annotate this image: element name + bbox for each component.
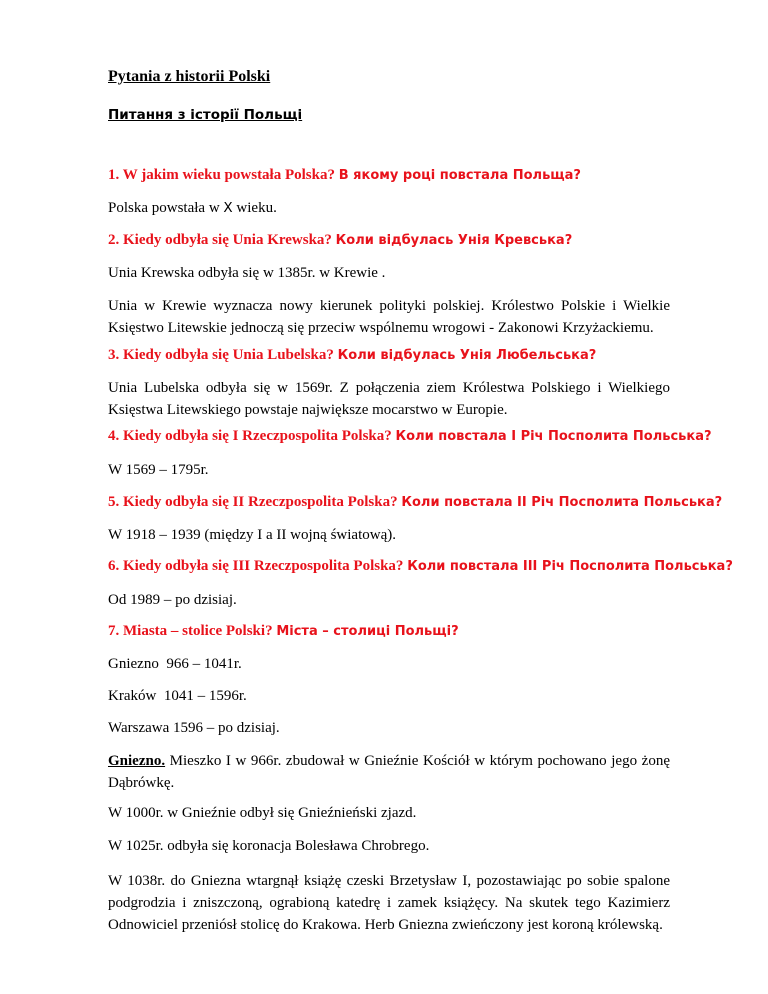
question-3-polish: 3. Kiedy odbyła się Unia Lubelska?: [108, 347, 334, 363]
gniezno-paragraph-1-text: Mieszko I w 966r. zbudował w Gnieźnie Kościół w którym pochowano jego żonę Dąbrówkę.: [108, 753, 670, 791]
question-6-ukrainian: Коли повстала III Річ Посполита Польська?: [407, 559, 733, 574]
question-7-ukrainian: Міста – столиці Польщі?: [276, 624, 459, 639]
city-gniezno: Gniezno 966 – 1041r.: [108, 656, 242, 672]
answer-4: W 1569 – 1795r.: [108, 462, 209, 478]
city-warszawa: Warszawa 1596 – po dzisiaj.: [108, 720, 280, 736]
gniezno-paragraph-2: W 1000r. w Gnieźnie odbył się Gnieźnieński zjazd.: [108, 805, 417, 821]
question-7: [108, 623, 670, 640]
question-4-ukrainian: Коли повстала I Річ Посполита Польська?: [395, 429, 712, 444]
question-7-polish: 7. Miasta – stolice Polski?: [108, 623, 273, 639]
question-1-ukrainian: В якому році повстала Польща?: [338, 168, 581, 183]
gniezno-paragraph-3: W 1025r. odbyła się koronacja Bolesława Chrobrego.: [108, 838, 430, 854]
answer-6: Od 1989 – po dzisiaj.: [108, 592, 237, 608]
answer-1-text: Polska powstała w: [108, 200, 220, 216]
gniezno-paragraph-4: W 1038r. do Gniezna wtargnął książę czeski Brzetysław I, pozostawiając po sobie spalone podgrodzia i zniszczoną, ograbioną katedrę i zamek książęcy. Na skutek tego Kazimierz Odnowiciel przeniósł stolicę do Krakowa. Herb Gniezna zwieńczony jest koroną królewską.: [108, 873, 670, 933]
question-6: [108, 558, 733, 575]
answer-5: W 1918 – 1939 (między I a II wojną światową).: [108, 527, 396, 543]
question-3: [108, 347, 670, 364]
question-1: [108, 167, 670, 184]
page-title-ukrainian: Питання з історії Польщі: [108, 107, 303, 123]
question-3-ukrainian: Коли відбулась Унія Любельська?: [337, 348, 597, 363]
question-2-polish: 2. Kiedy odbyła się Unia Krewska?: [108, 232, 332, 248]
answer-3: Unia Lubelska odbyła się w 1569r. Z połączenia ziem Królestwa Polskiego i Wielkiego Księstwa Litewskiego powstaje największe mocarstwo w Europie.: [108, 380, 670, 418]
question-5-ukrainian: Коли повстала II Річ Посполита Польська?: [401, 495, 723, 510]
answer-1-suffix: wieku.: [236, 200, 277, 216]
question-1-polish: 1. W jakim wieku powstała Polska?: [108, 167, 335, 183]
city-krakow: Kraków 1041 – 1596r.: [108, 688, 247, 704]
gniezno-heading: Gniezno.: [108, 753, 166, 769]
question-4-polish: 4. Kiedy odbyła się I Rzeczpospolita Polska?: [108, 428, 392, 444]
answer-1: [108, 200, 670, 217]
answer-1-century: X: [223, 200, 233, 216]
question-4: [108, 428, 712, 445]
question-5-polish: 5. Kiedy odbyła się II Rzeczpospolita Polska?: [108, 494, 398, 510]
answer-2b: Unia w Krewie wyznacza nowy kierunek polityki polskiej. Królestwo Polskie i Wielkie Księstwo Litewskie jednoczą się przeciw wspólnemu wrogowi - Zakonowi Krzyżackiemu.: [108, 298, 670, 336]
question-2: [108, 232, 670, 249]
page-title-polish: Pytania z historii Polski: [108, 68, 271, 85]
question-6-polish: 6. Kiedy odbyła się III Rzeczpospolita Polska?: [108, 558, 404, 574]
question-2-ukrainian: Коли відбулась Унія Кревська?: [335, 233, 573, 248]
answer-2a: Unia Krewska odbyła się w 1385r. w Krewie .: [108, 265, 386, 281]
gniezno-paragraph-1: [108, 750, 670, 794]
question-5: [108, 494, 723, 511]
